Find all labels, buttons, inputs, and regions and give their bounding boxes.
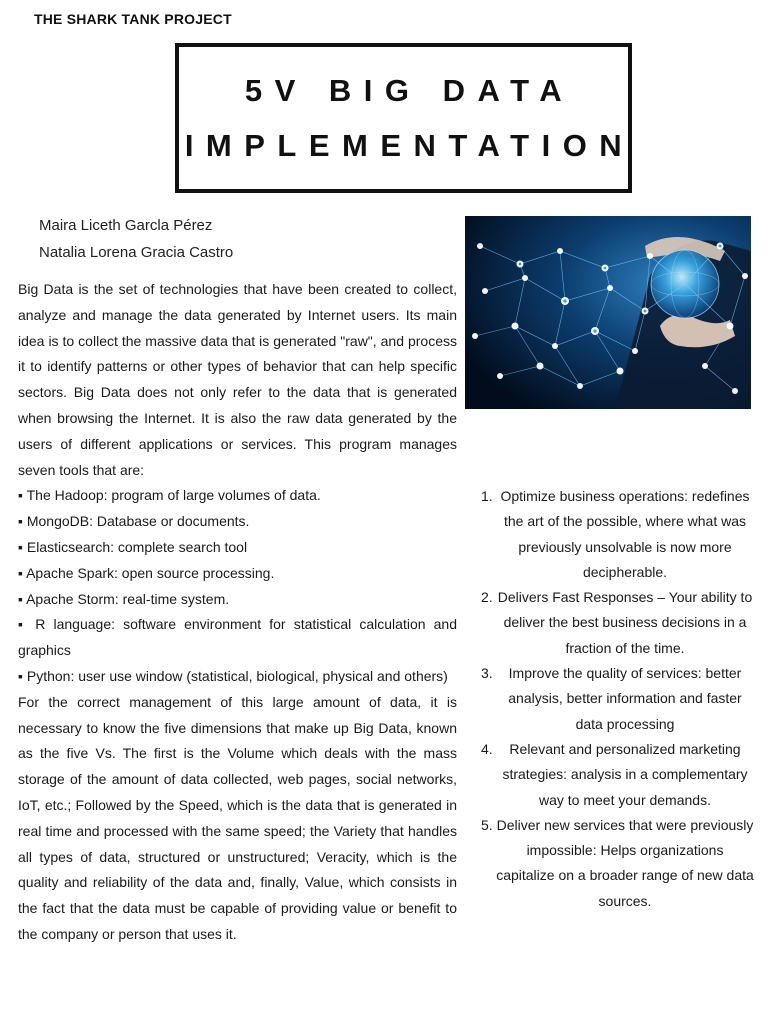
tool-item: ▪ Elasticsearch: complete search tool — [18, 538, 248, 555]
tool-item: ▪ The Hadoop: program of large volumes of data. — [18, 487, 321, 504]
title-box — [175, 43, 635, 193]
tool-item: ▪ Apache Storm: real-time system. — [18, 590, 230, 607]
benefit-text: Optimize business operations: redefines the art of the possible, where what was previously unsolvable is now more decipherable. — [500, 488, 750, 580]
body-text — [18, 277, 457, 948]
tool-item: ▪ MongoDB: Database or documents. — [18, 513, 250, 530]
network-graphic — [465, 216, 751, 409]
benefit-item — [476, 585, 754, 661]
intro-paragraph: Big Data is the set of technologies that have been created to collect, analyze and manage the data generated by Internet users. Its main idea is to collect the massive data that is generated "raw", and process it to identify patterns or other types of behavior that can help specific sectors. Big Data does not only refer to the data that is generated when browsing the Internet. It is also the raw data generated by the users of different applications or services. This program manages seven tools that are: — [18, 281, 457, 478]
benefit-item — [476, 813, 754, 914]
tool-item: ▪ Apache Spark: open source processing. — [18, 564, 275, 581]
benefit-text: Delivers Fast Responses – Your ability to deliver the best business decisions in a fraction of the time. — [497, 589, 753, 656]
benefit-number: 5. — [481, 816, 493, 833]
benefit-number: 1. — [481, 488, 493, 504]
benefit-text: Relevant and personalized marketing strategies: analysis in a complementary way to meet your demands. — [502, 740, 748, 808]
tool-item: ▪ R language: software environment for statistical calculation and graphics — [18, 616, 457, 659]
benefit-item — [476, 661, 754, 737]
tool-item: ▪ Python: user use window (statistical, biological, physical and others) — [18, 667, 448, 684]
title-line-1: 5V BIG DATA — [244, 73, 575, 108]
benefit-item — [476, 737, 754, 813]
benefit-number: 2. — [481, 589, 493, 606]
benefit-number: 3. — [481, 665, 493, 682]
title-line-2: IMPLEMENTATION — [184, 128, 635, 163]
benefit-text: Improve the quality of services: better analysis, better information and faster data processing — [508, 665, 742, 732]
author-1: Maira Liceth Garcla Pérez — [39, 217, 213, 234]
project-label: THE SHARK TANK PROJECT — [34, 11, 232, 27]
authors — [39, 212, 233, 266]
benefit-item — [476, 484, 754, 585]
author-2: Natalia Lorena Gracia Castro — [39, 244, 234, 261]
benefits-list — [476, 484, 754, 914]
global-network-illustration — [465, 216, 751, 409]
closing-paragraph: For the correct management of this large amount of data, it is necessary to know the five dimensions that make up Big Data, known as the five Vs. The first is the Volume which deals with the mass storage of the amount of data collected, web pages, social networks, IoT, etc.; Followed by the Speed, which is the data that is generated in real time and processed with the same speed; the Variety that handles all types of data, structured or unstructured; Veracity, which is the quality and reliability of the data and, finally, Value, which consists in the fact that the data must be capable of providing value or benefit to the company or person that uses it. — [18, 693, 457, 942]
benefit-text: Deliver new services that were previously impossible: Helps organizations capitalize on a broader range of new data sources. — [496, 816, 754, 909]
benefit-number: 4. — [481, 740, 493, 757]
